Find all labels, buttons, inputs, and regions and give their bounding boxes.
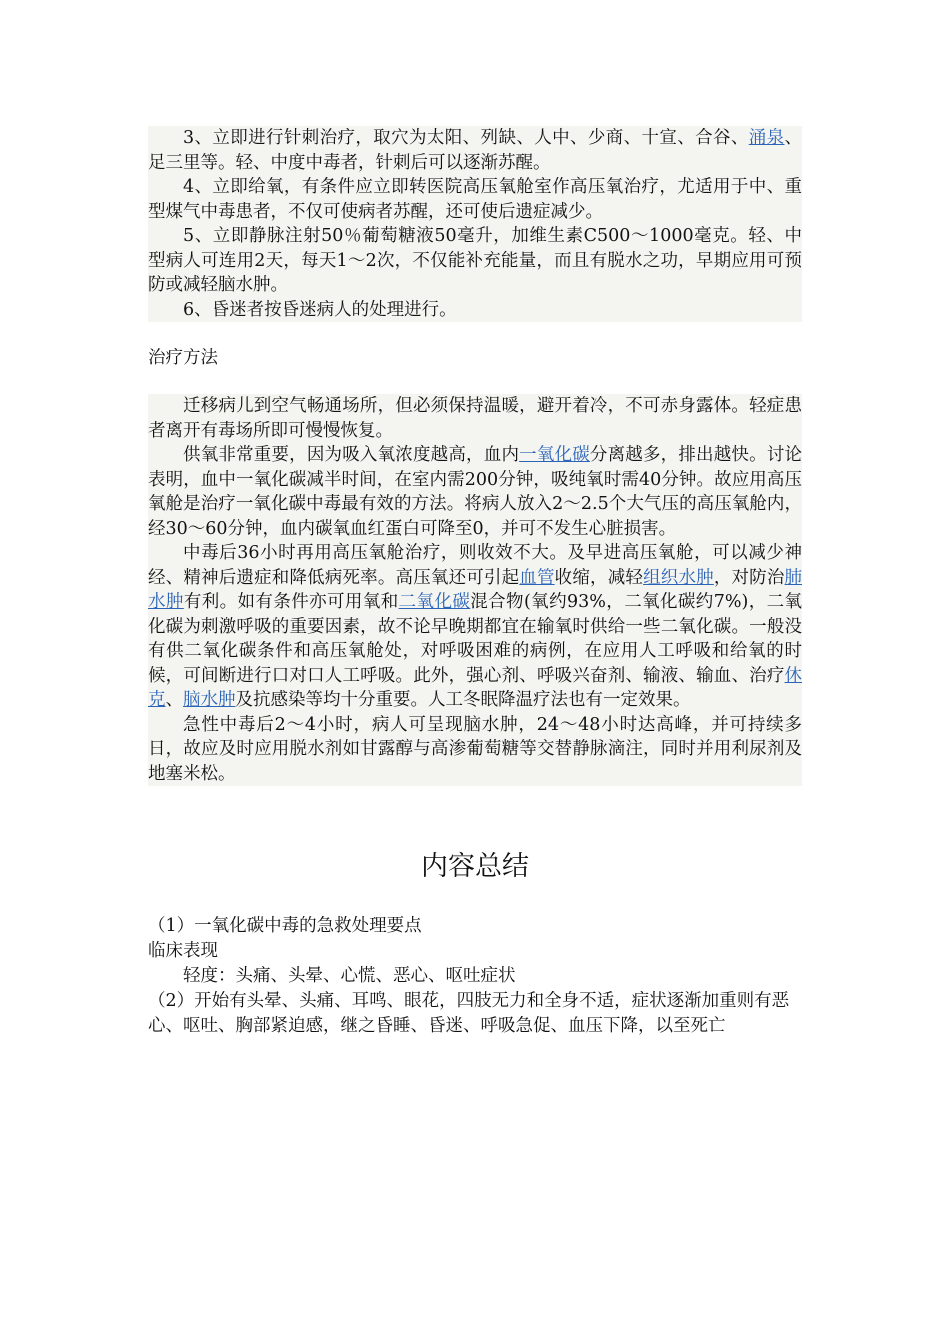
paragraph-oxygen-supply: 供氧非常重要，因为吸入氧浓度越高，血内一氧化碳分离越多，排出越快。讨论表明，血中一氧化碳减半时间，在室内需200分钟，吸纯氧时需40分钟。故应用高压氧舱是治疗一氧化碳中毒最有效的方法。将病人放入2～2.5个大气压的高压氧舱内，经30～60分钟，血内碳氧血红蛋白可降至0，并可不发生心脏损害。: [148, 445, 803, 539]
paragraph-glucose: 5、立即静脉注射50％葡萄糖液50毫升，加维生素C500～1000毫克。轻、中型病人可连用2天，每天1～2次，不仅能补充能量，而且有脱水之功，早期应用可预防或减轻脑水肿。: [148, 226, 802, 295]
summary-title: 内容总结: [421, 851, 529, 882]
treatment-heading: 治疗方法: [148, 348, 218, 368]
paragraph-oxygen: 4、立即给氧，有条件应立即转医院高压氧舱室作高压氧治疗，尤适用于中、重型煤气中毒患者，不仅可使病者苏醒，还可使后遗症减少。: [148, 177, 802, 222]
treatment-section: [148, 394, 802, 786]
clinical-manifestation-heading: 临床表现: [148, 941, 218, 961]
link-blood-vessel[interactable]: 血管: [519, 567, 555, 588]
link-pulmonary-edema[interactable]: 肺水肿: [148, 567, 803, 612]
link-cerebral-edema[interactable]: 脑水肿: [183, 690, 236, 710]
paragraph-acute-poisoning: 急性中毒后2～4小时，病人可呈现脑水肿，24～48小时达高峰，并可持续多日，故应及时应用脱水剂如甘露醇与高渗葡萄糖等交替静脉滴注，同时并用利尿剂及地塞米松。: [148, 714, 802, 784]
paragraph-acupuncture: 3、立即进行针刺治疗，取穴为太阳、列缺、人中、少商、十宣、合谷、涌泉、足三里等。轻、中度中毒者，针刺后可以逐渐苏醒。: [148, 128, 802, 173]
mild-symptoms: 轻度：头痛、头晕、心慌、恶心、呕吐症状: [183, 966, 516, 986]
summary-section: [148, 914, 802, 1039]
first-aid-section: [148, 126, 802, 322]
paragraph-move-patient: 迁移病儿到空气畅通场所，但必须保持温暖，避开着冷，不可赤身露体。轻症患者离开有毒场所即可慢慢恢复。: [148, 396, 802, 441]
summary-point-2: （2）开始有头晕、头痛、耳鸣、眼花，四肢无力和全身不适，症状逐渐加重则有恶心、呕吐、胸部紧迫感，继之昏睡、昏迷、呼吸急促、血压下降，以至死亡: [148, 991, 790, 1036]
link-tissue-edema[interactable]: 组织水肿: [643, 567, 714, 588]
link-carbon-dioxide[interactable]: 二氧化碳: [398, 592, 471, 612]
link-carbon-monoxide[interactable]: 一氧化碳: [519, 445, 590, 465]
link-shock[interactable]: 休克: [148, 665, 802, 710]
paragraph-coma: 6、昏迷者按昏迷病人的处理进行。: [183, 299, 457, 320]
link-yongquan[interactable]: 涌泉: [748, 128, 785, 148]
summary-point-1: （1）一氧化碳中毒的急救处理要点: [148, 916, 422, 936]
paragraph-hyperbaric: 中毒后36小时再用高压氧舱治疗，则收效不大。及早进高压氧舱，可以减少神经、精神后遗症和降低病死率。高压氧还可引起血管收缩，减轻组织水肿，对防治肺水肿有利。如有条件亦可用氧和二氧化碳混合物(氧约93%，二氧化碳约7%)，二氧化碳为刺激呼吸的重要因素，故不论早晚期都宜在输氧时供给一些二氧化碳。一般没有供二氧化碳条件和高压氧舱处，对呼吸困难的病例，在应用人工呼吸和给氧的时候，可间断进行口对口人工呼吸。此外，强心剂、呼吸兴奋剂、输液、输血、治疗休克、脑水肿及抗感染等均十分重要。人工冬眠降温疗法也有一定效果。: [148, 543, 803, 710]
